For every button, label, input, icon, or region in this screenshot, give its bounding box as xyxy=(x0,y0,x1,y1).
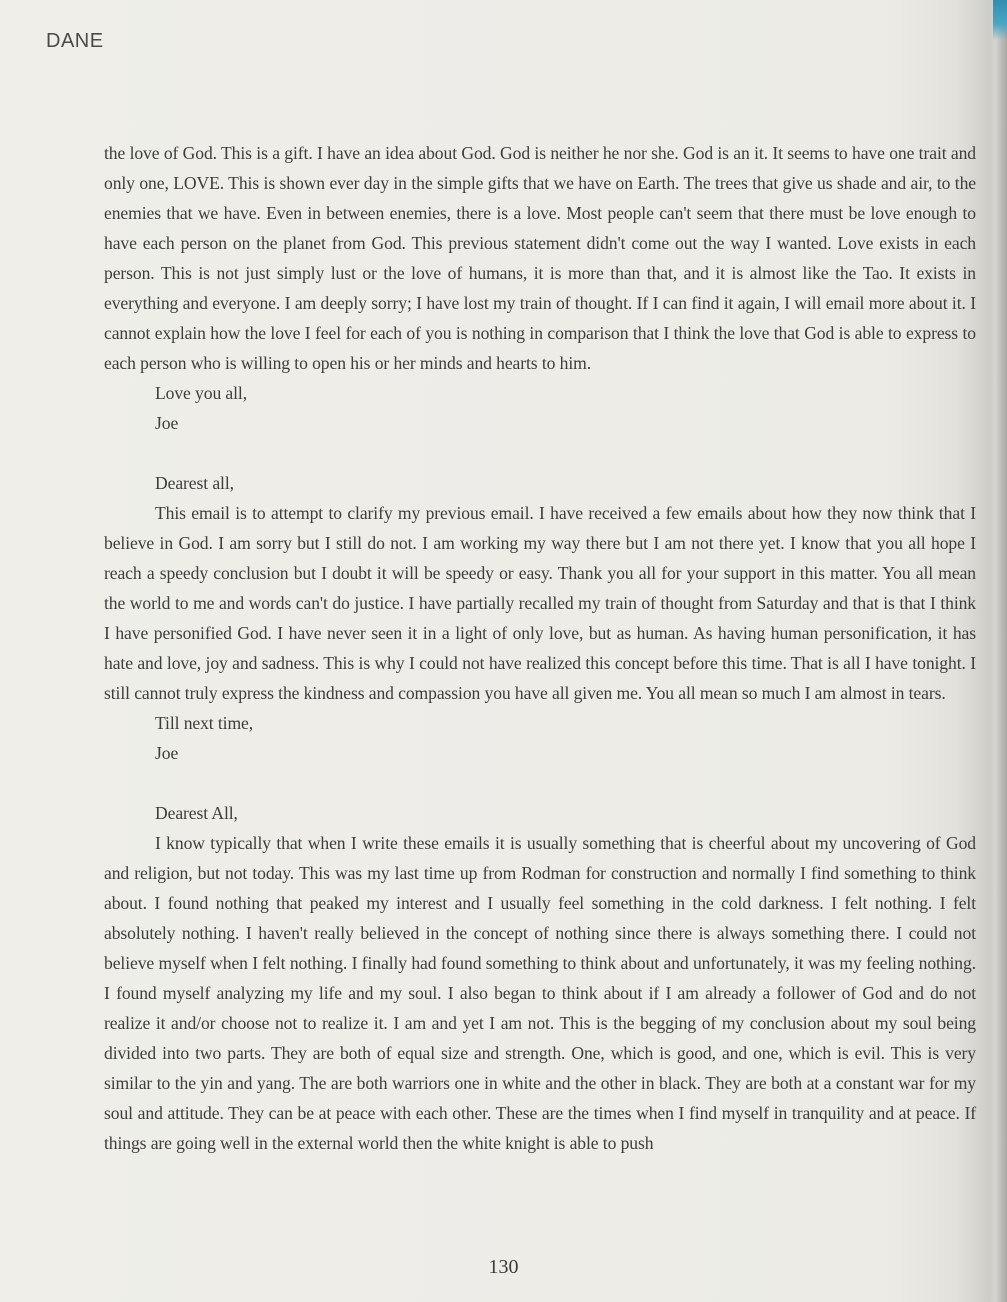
paragraph-1: the love of God. This is a gift. I have an idea about God. God is neither he nor she. God is an it. It seems to have one trait and only one, LOVE. This is shown ever day in the simple gifts that we have on Earth. The trees that give us shade and air, to the enemies that we have. Even in between enemies, there is a love. Most people can't seem that there must be love enough to have each person on the planet from God. This previous statement didn't come out the way I wanted. Love exists in each person. This is not just simply lust or the love of humans, it is more than that, and it is almost like the Tao. It exists in everything and everyone. I am deeply sorry; I have lost my train of thought. If I can find it again, I will email more about it. I cannot explain how the love I feel for each of you is nothing in comparison that I think the love that God is able to express to each person who is willing to open his or her minds and hearts to him. xyxy=(104,143,976,373)
spacer xyxy=(104,438,976,468)
signature-1: Joe xyxy=(155,413,179,433)
page-edge-shadow xyxy=(989,0,1007,1302)
signature-2: Joe xyxy=(155,743,179,763)
spacer xyxy=(104,768,976,798)
running-head: DANE xyxy=(46,30,104,52)
paragraph-3: I know typically that when I write these emails it is usually something that is cheerful about my uncovering of God and religion, but not today. This was my last time up from Rodman for construction and normally I find something to think about. I found nothing that peaked my interest and I usually feel something in the cold darkness. I felt nothing. I felt absolutely nothing. I haven't really believed in the concept of nothing since there is always something there. I could not believe myself when I felt nothing. I finally had found something to think about and unfortunately, it was my feeling nothing. I found myself analyzing my life and my soul. I also began to think about if I am already a follower of God and do not realize it and/or choose not to realize it. I am and yet I am not. This is the begging of my conclusion about my soul being divided into two parts. They are both of equal size and strength. One, which is good, and one, which is evil. This is very similar to the yin and yang. The are both warriors one in white and the other in black. They are both at a constant war for my soul and attitude. They can be at peace with each other. These are the times when I find myself in tranquility and at peace. If things are going well in the external world then the white knight is able to push xyxy=(104,833,976,1153)
body-text xyxy=(104,138,976,1158)
paragraph-2: This email is to attempt to clarify my previous email. I have received a few emails about how they now think that I believe in God. I am sorry but I still do not. I am working my way there but I am not there yet. I know that you all hope I reach a speedy conclusion but I doubt it will be speedy or easy. Thank you all for your support in this matter. You all mean the world to me and words can't do justice. I have partially recalled my train of thought from Saturday and that is that I think I have personified God. I have never seen it in a light of only love, but as human. As having human personification, it has hate and love, joy and sadness. This is why I could not have realized this concept before this time. That is all I have tonight. I still cannot truly express the kindness and compassion you have all given me. You all mean so much I am almost in tears. xyxy=(104,503,976,703)
page-edge-tab xyxy=(993,0,1007,40)
closing-2: Till next time, xyxy=(155,713,254,733)
page-number: 130 xyxy=(488,1256,519,1278)
closing-1: Love you all, xyxy=(155,383,248,403)
salutation-2: Dearest all, xyxy=(155,473,234,493)
salutation-3: Dearest All, xyxy=(155,803,238,823)
